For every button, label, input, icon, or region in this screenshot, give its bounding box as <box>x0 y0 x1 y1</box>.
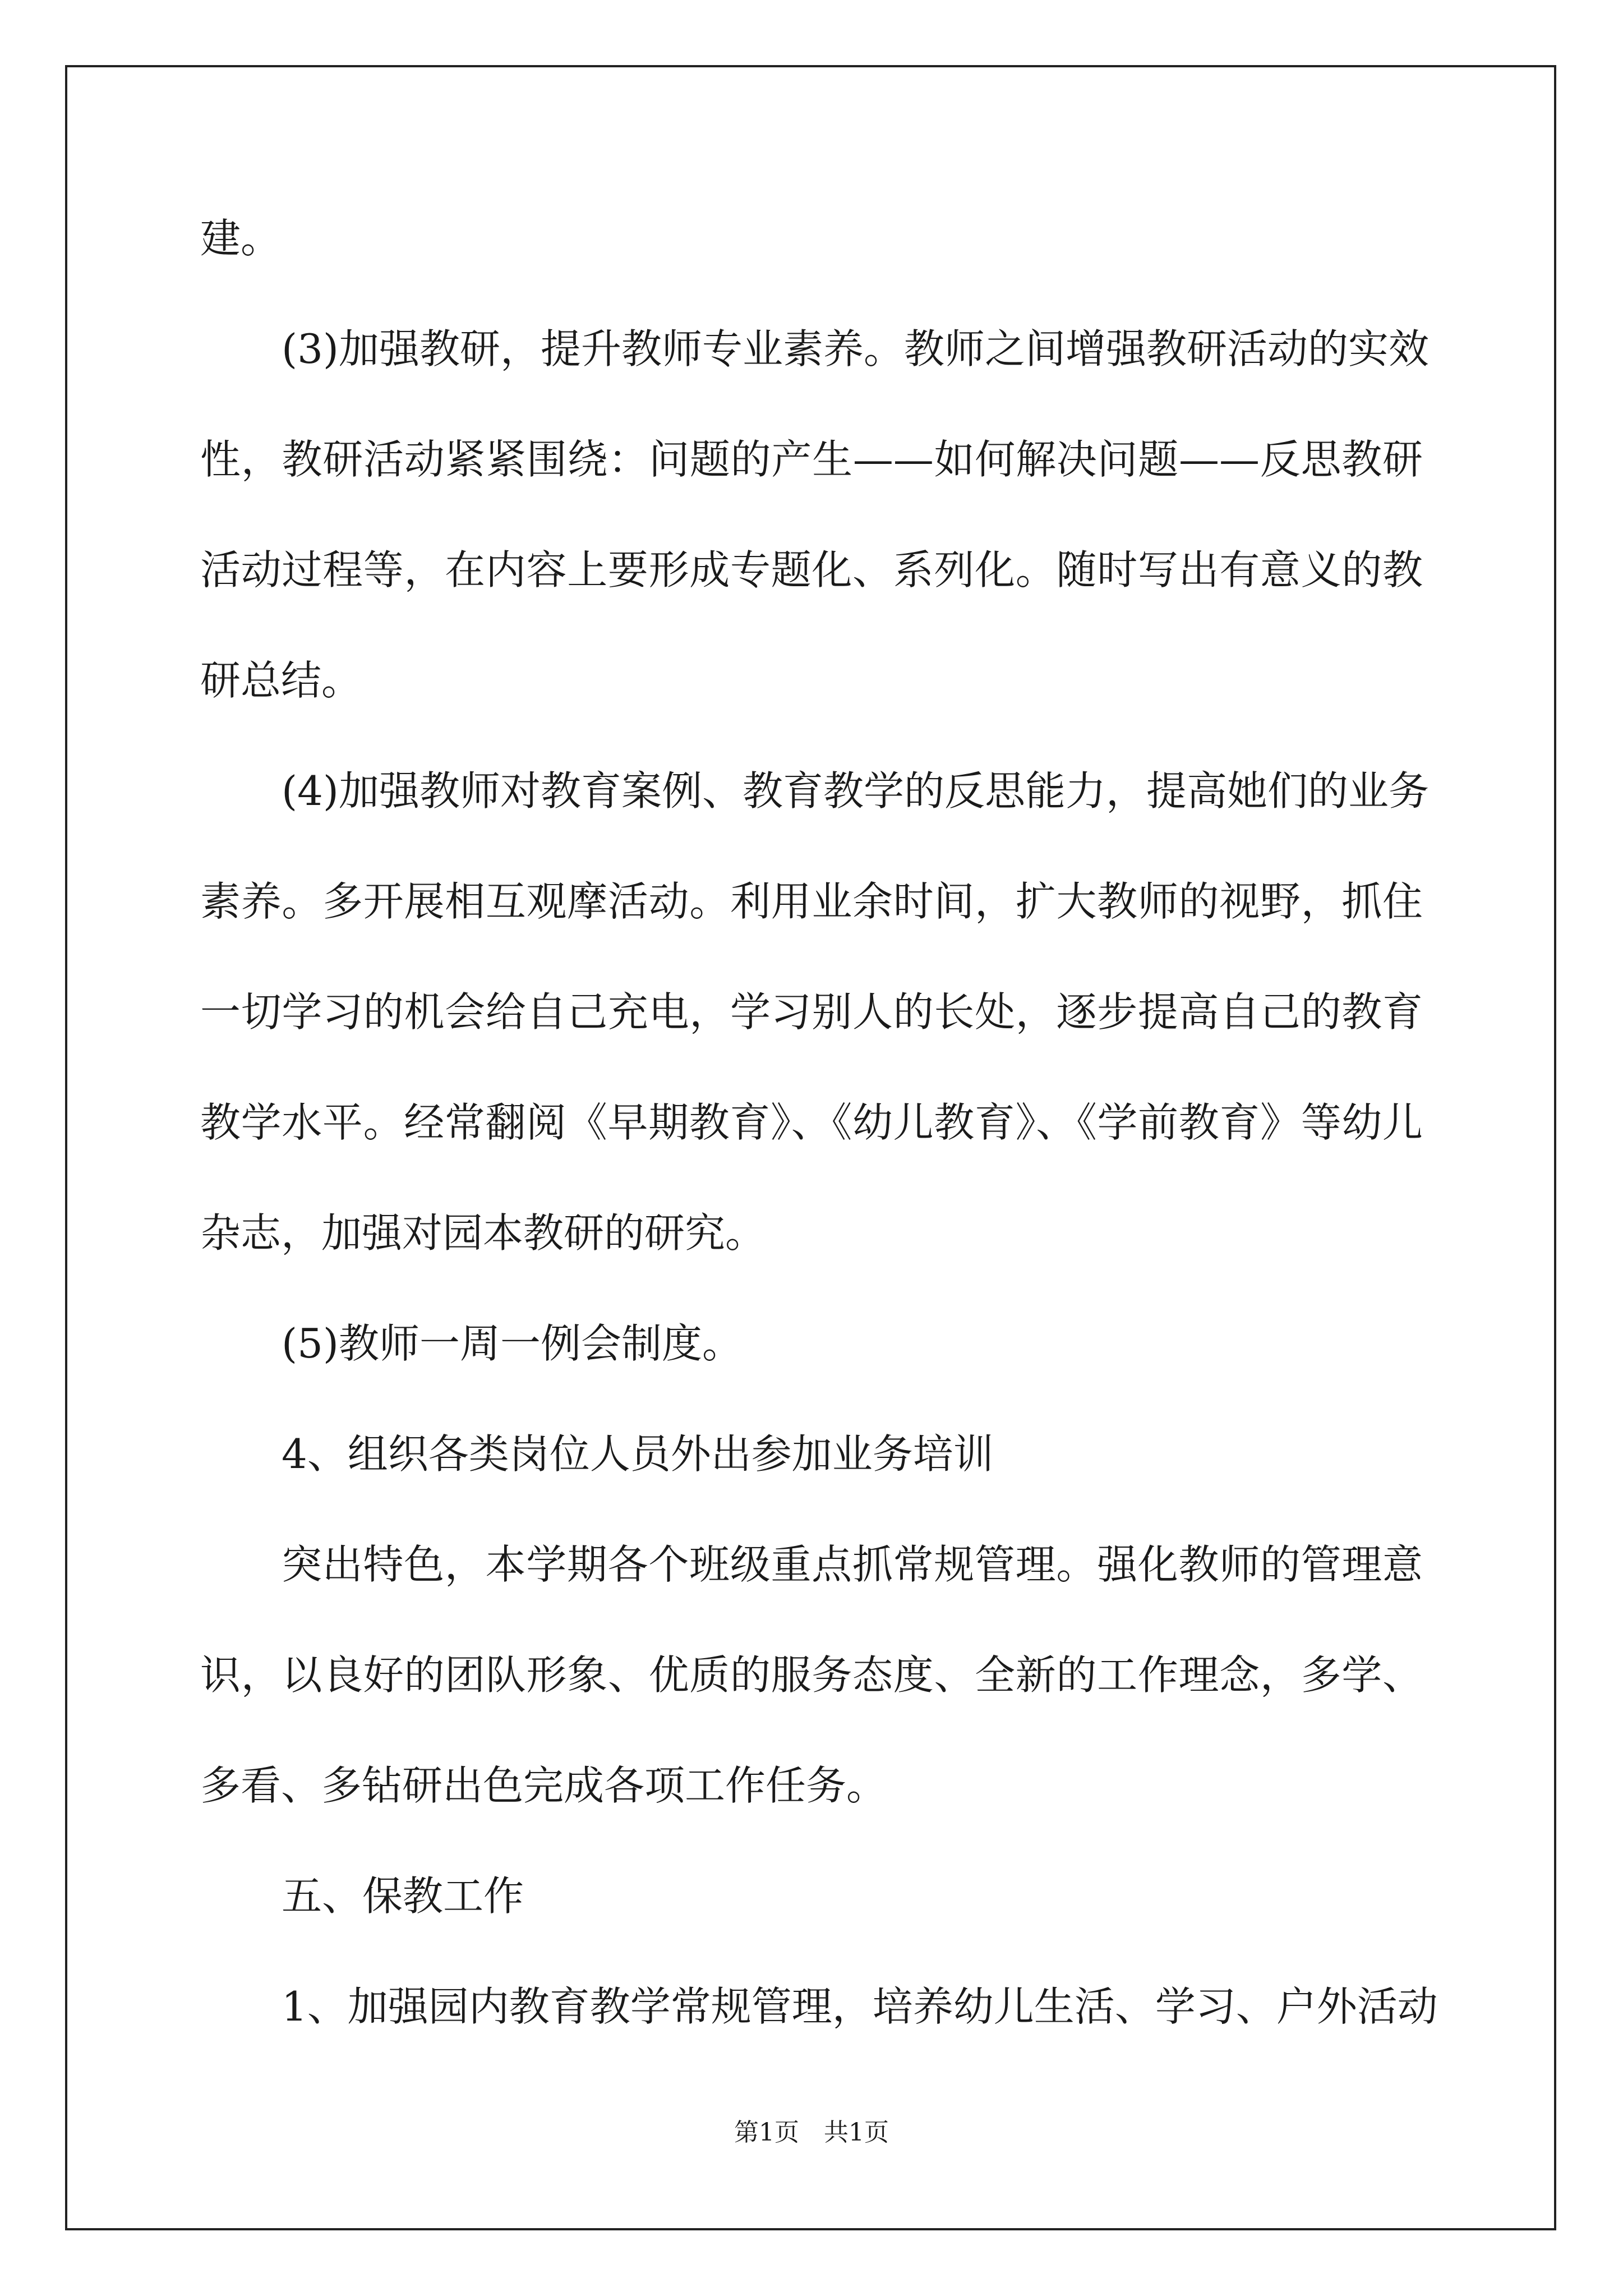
text-line: 研总结。 <box>200 657 362 704</box>
text-line: 识，以良好的团队形象、优质的服务态度、全新的工作理念，多学、 <box>200 1651 1423 1699</box>
text-line: 多看、多钻研出色完成各项工作任务。 <box>200 1762 887 1809</box>
text-line: 素养。多开展相互观摩活动。利用业余时间，扩大教师的视野，抓住 <box>200 878 1423 925</box>
page-footer: 第1页 共1页 <box>734 2118 889 2147</box>
paragraph-1-line-1: 1、加强园内教育教学常规管理，培养幼儿生活、学习、户外活动 <box>282 1983 1438 2030</box>
text-line: 建。 <box>200 215 282 262</box>
paragraph-5: (5)教师一周一例会制度。 <box>282 1320 743 1367</box>
section-heading-4: 4、组织各类岗位人员外出参加业务培训 <box>282 1430 994 1478</box>
text-line: 杂志，加强对园本教研的研究。 <box>200 1209 766 1257</box>
paragraph-features-line-1: 突出特色，本学期各个班级重点抓常规管理。强化教师的管理意 <box>282 1541 1423 1588</box>
paragraph-4-line-1: (4)加强教师对教育案例、教育教学的反思能力，提高她们的业务 <box>282 767 1429 815</box>
text-line: 一切学习的机会给自己充电，学习别人的长处，逐步提高自己的教育 <box>200 988 1423 1036</box>
section-heading-5: 五、保教工作 <box>282 1872 524 1920</box>
text-line: 性，教研活动紧紧围绕：问题的产生——如何解决问题——反思教研 <box>200 436 1423 483</box>
text-line: 教学水平。经常翻阅《早期教育》、《幼儿教育》、《学前教育》等幼儿 <box>200 1099 1423 1146</box>
text-line: 活动过程等，在内容上要形成专题化、系列化。随时写出有意义的教 <box>200 546 1423 593</box>
paragraph-3-line-1: (3)加强教研，提升教师专业素养。教师之间增强教研活动的实效 <box>282 325 1429 372</box>
